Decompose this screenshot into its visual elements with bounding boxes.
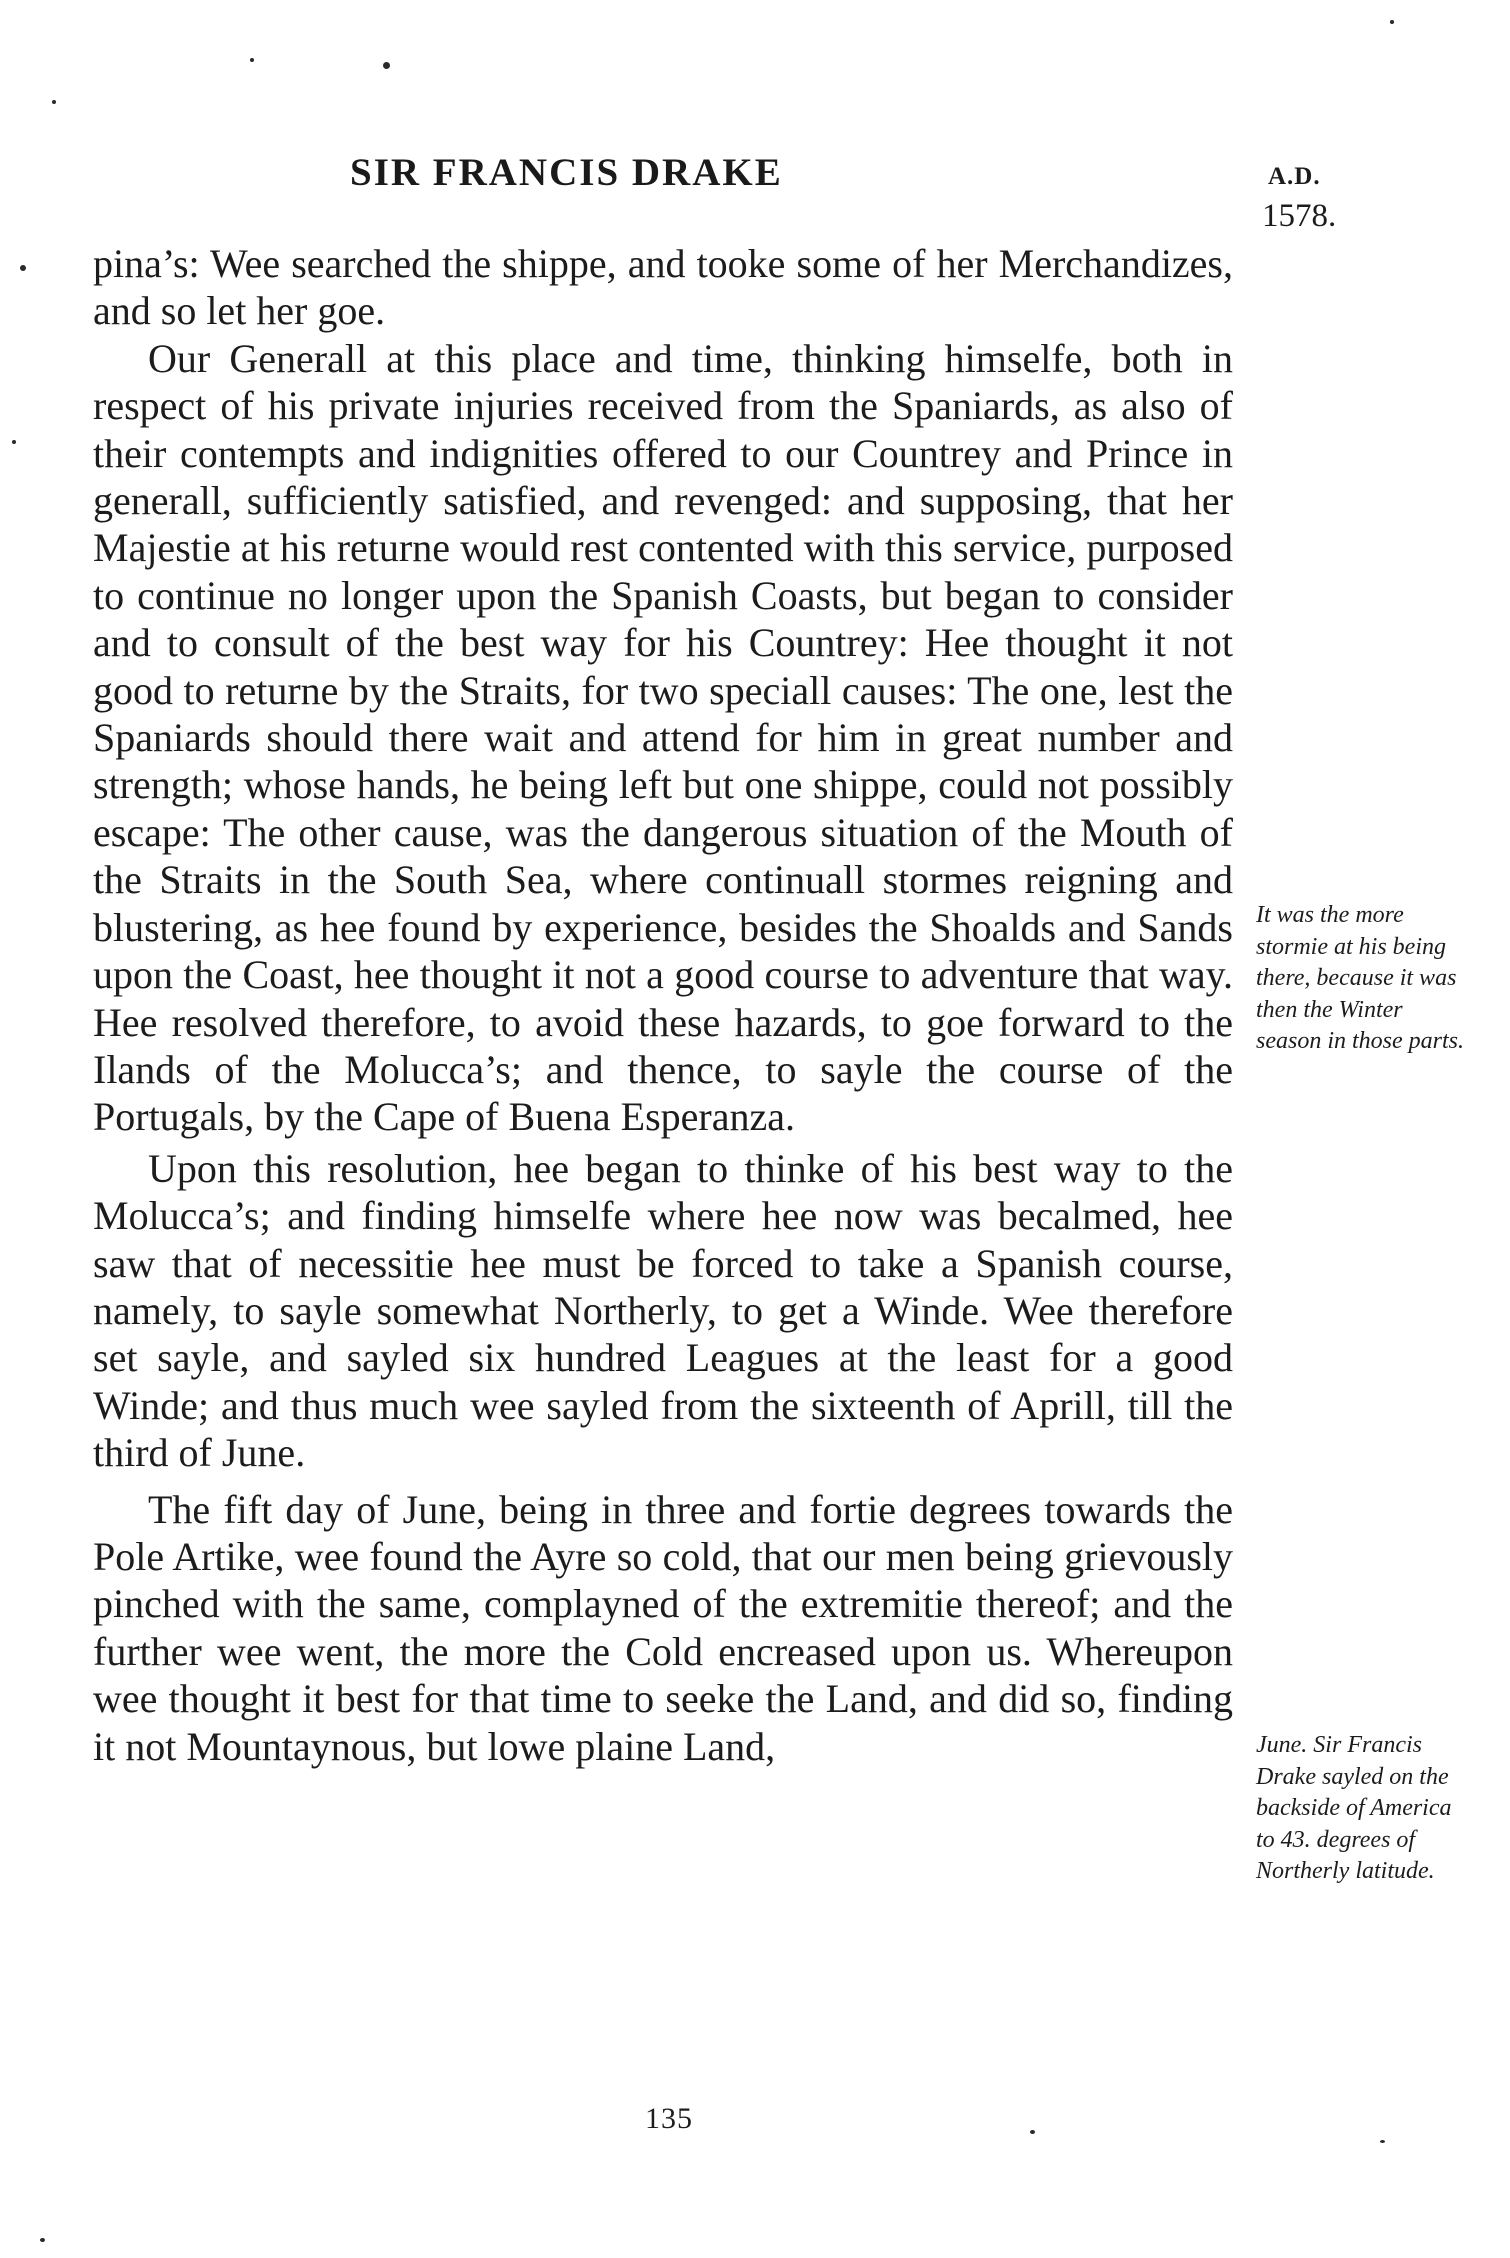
scan-speck [383,62,390,69]
paragraph-1: pina’s: Wee searched the shippe, and tooke some of her Merchandizes, and so let her goe. [93,241,1233,334]
date-label: A.D. [1268,163,1321,190]
paragraph-2: Our Generall at this place and time, thinking himselfe, both in respect of his private injuries received from the Spaniards, as also of their contempts and indignities offered to our Countrey and Prince in generall, sufficiently satisfied, and revenged: and supposing, that her Majestie at his returne would rest contented with this service, purposed to continue no longer upon the Spanish Coasts, but began to consider and to consult of the best way for his Countrey: Hee thought it not good to returne by the Straits, for two speciall causes: The one, lest the Spaniards should there wait and attend for him in great number and strength; whose hands, he being left but one shippe, could not possibly escape: The other cause, was the dangerous situation of the Mouth of the Straits in the South Sea, where continuall stormes reigning and blustering, as hee found by experience, besides the Shoalds and Sands upon the Coast, hee thought it not a good course to adventure that way. Hee resolved therefore, to avoid these hazards, to goe forward to the Ilands of the Molucca’s; and thence, to sayle the course of the Portugals, by the Cape of Buena Esperanza. [93,335,1233,1140]
scan-speck [1390,20,1394,24]
scan-speck [1380,2140,1385,2143]
scan-speck [52,100,56,104]
scan-speck [1030,2130,1035,2134]
running-title: SIR FRANCIS DRAKE [350,151,783,194]
paragraph-4: The fift day of June, being in three and fortie degrees towards the Pole Artike, wee found the Ayre so cold, that our men being grievously pinched with the same, complayned of the extremitie thereof; and the further wee went, the more the Cold encreased upon us. Whereupon wee thought it best for that time to seeke the Land, and did so, finding it not Mountaynous, but lowe plaine Land, [93,1486,1233,1769]
scan-speck [12,440,16,444]
scan-speck [40,2238,45,2242]
date-year: 1578. [1262,198,1337,234]
paragraph-3: Upon this resolution, hee began to thinke of his best way to the Molucca’s; and finding himselfe where hee now was becalmed, hee saw that of necessitie hee must be forced to take a Spanish course, namely, to sayle somewhat Northerly, to get a Winde. Wee therefore set sayle, and sayled six hundred Leagues at the least for a good Winde; and thus much wee sayled from the sixteenth of Aprill, till the third of June. [93,1145,1233,1476]
scan-speck [20,265,26,271]
page-number: 135 [645,2102,693,2135]
margin-note-storm: It was the more stormie at his being there, because it was then the Winter season in those parts. [1256,902,1465,1054]
body-text [93,240,1233,1770]
scan-speck [250,58,254,62]
margin-note-june: June. Sir Francis Drake sayled on the backside of America to 43. degrees of Northerly latitude. [1256,1732,1452,1884]
